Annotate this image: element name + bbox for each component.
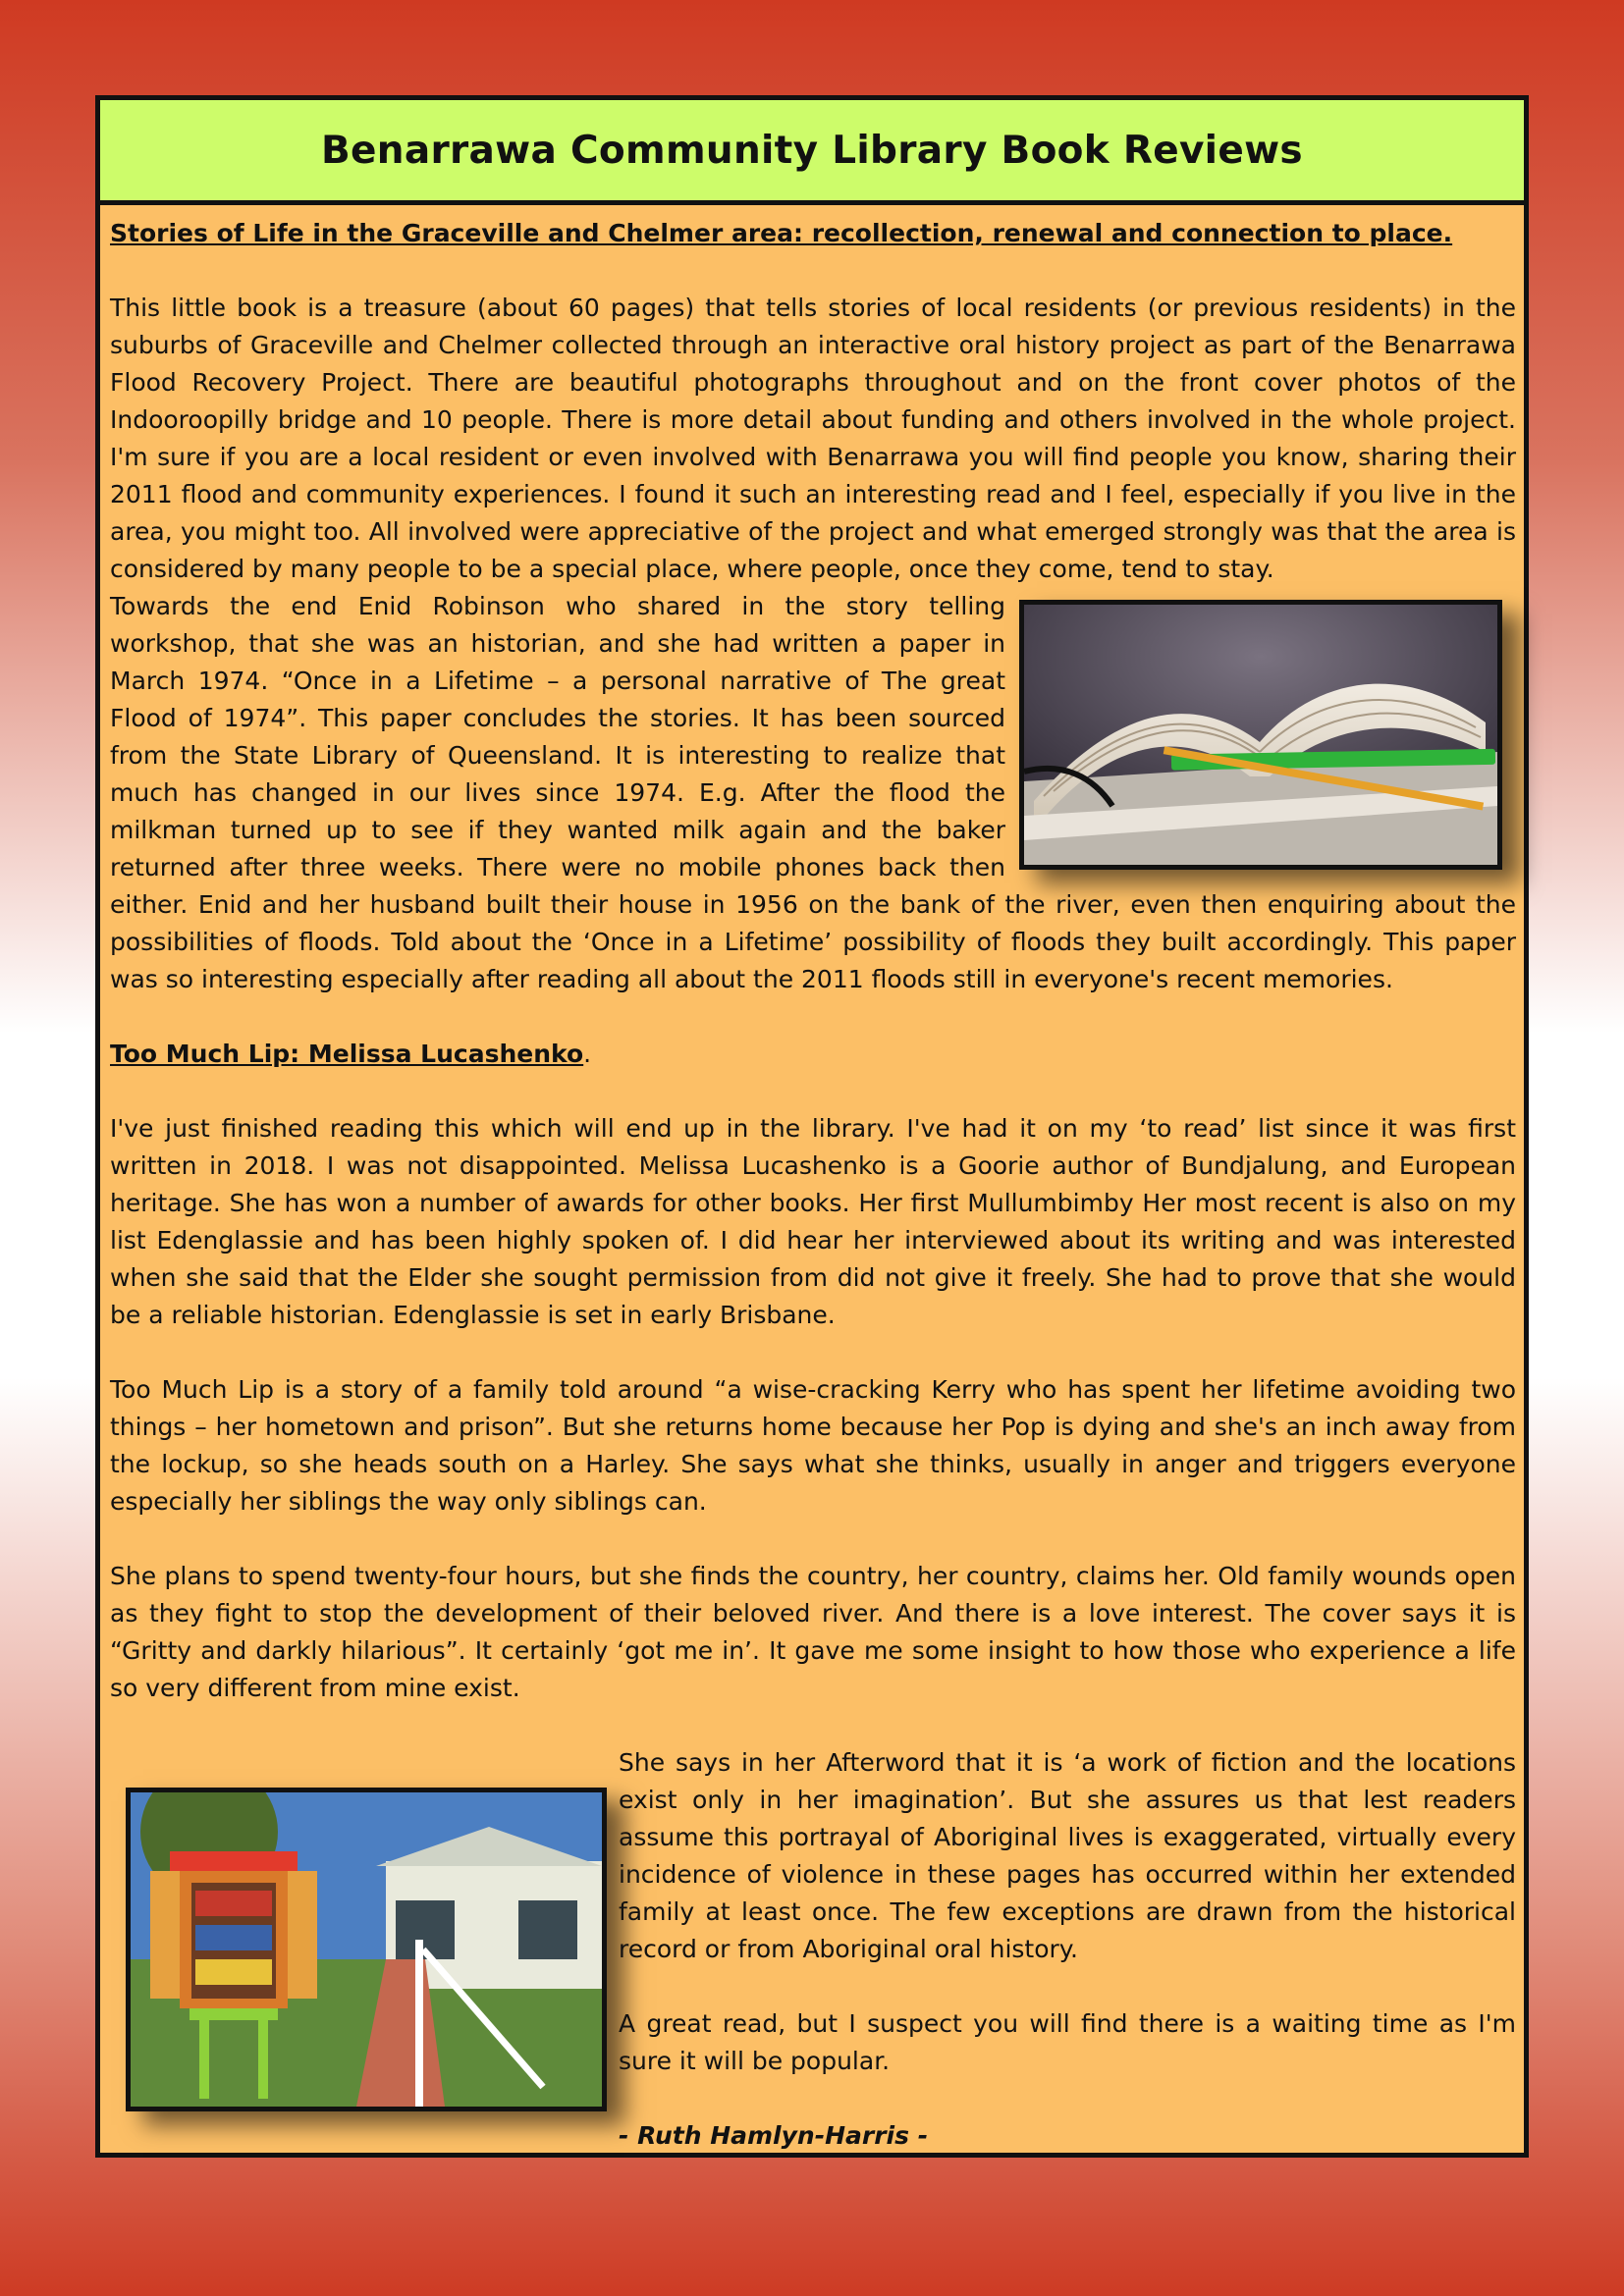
review-signature: - Ruth Hamlyn-Harris - (619, 2121, 929, 2150)
review2-para3: She plans to spend twenty-four hours, but she finds the country, her country, claims her. Old family wounds open as they fight to stop the development of their beloved river. And there is a love interest. The cover says it is “Gritty and darkly hilarious”. It certainly ‘got me in’. It gave me some insight to how those who experience a life so very different from mine exist. (110, 1562, 1516, 1702)
review-panel (95, 95, 1529, 2158)
open-book-photo (1019, 600, 1502, 870)
review2-heading: Too Much Lip: Melissa Lucashenko (110, 1040, 584, 1068)
review1-para2: Towards the end Enid Robinson who shared in the story telling workshop, that she was an historian, and she had written a paper in March 1974. “Once in a Lifetime – a personal narrative of The great Flood of 1974”. This paper concludes the stories. It has been sourced from the State Library of Queensland. It is interesting to realize that much has changed in our lives since 1974. E.g. After the flood the milkman turned up to see if they wanted milk again and the baker returned after three weeks. There were no mobile phones back then either. Enid and her husband built their house in 1956 on the bank of the river, even then enquiring about the possibilities of floods. Told about the ‘Once in a Lifetime’ possibility of floods they built accordingly. This paper was so interesting especially after reading all about the 2011 floods still in everyone's recent memories. (110, 592, 1516, 993)
review1-heading: Stories of Life in the Graceville and Chelmer area: recollection, renewal and connection to place. (110, 219, 1453, 247)
page-title: Benarrawa Community Library Book Reviews (321, 128, 1303, 173)
review2-para4: She says in her Afterword that it is ‘a work of fiction and the locations exist only in her imagination’. But she assures us that lest readers assume this portrayal of Aboriginal lives is exaggerated, virtually every incidence of violence in these pages has occurred within her extended family at least once. The few exceptions are drawn from the historical record or from Aboriginal oral history. (619, 1748, 1516, 1963)
open-book-illustration (1024, 605, 1497, 865)
review2-para2: Too Much Lip is a story of a family told around “a wise-cracking Kerry who has spent her lifetime avoiding two things – her hometown and prison”. But she returns home because her Pop is dying and she's an inch away from the lockup, so she heads south on a Harley. She says what she thinks, usually in anger and triggers everyone especially her siblings the way only siblings can. (110, 1375, 1516, 1516)
review1-para1: This little book is a treasure (about 60 pages) that tells stories of local residents (or previous residents) in the suburbs of Graceville and Chelmer collected through an interactive oral history project as part of the Benarrawa Flood Recovery Project. There are beautiful photographs throughout and on the front cover photos of the Indooroopilly bridge and 10 people. There is more detail about funding and others involved in the whole project. I'm sure if you are a local resident or even involved with Benarrawa you will find people you know, sharing their 2011 flood and community experiences. I found it such an interesting read and I feel, especially if you live in the area, you might too. All involved were appreciative of the project and what emerged strongly was that the area is considered by many people to be a special place, where people, once they come, tend to stay. (110, 294, 1516, 583)
street-library-illustration (131, 1792, 602, 2107)
header-banner (100, 100, 1524, 205)
street-library-photo (126, 1788, 607, 2111)
review2-heading-suffix: . (583, 1040, 592, 1068)
review2-para1: I've just finished reading this which will end up in the library. I've had it on my ‘to read’ list since it was first written in 2018. I was not disappointed. Melissa Lucashenko is a Goorie author of Bundjalung, and European heritage. She has won a number of awards for other books. Her first Mullumbimby Her most recent is also on my list Edenglassie and has been highly spoken of. I did hear her interviewed about its writing and was interested when she said that the Elder she sought permission from did not give it freely. She had to prove that she would be a reliable historian. Edenglassie is set in early Brisbane. (110, 1114, 1516, 1329)
review2-para5: A great read, but I suspect you will find there is a waiting time as I'm sure it will be popular. (619, 2009, 1516, 2075)
review-content (100, 205, 1524, 2155)
